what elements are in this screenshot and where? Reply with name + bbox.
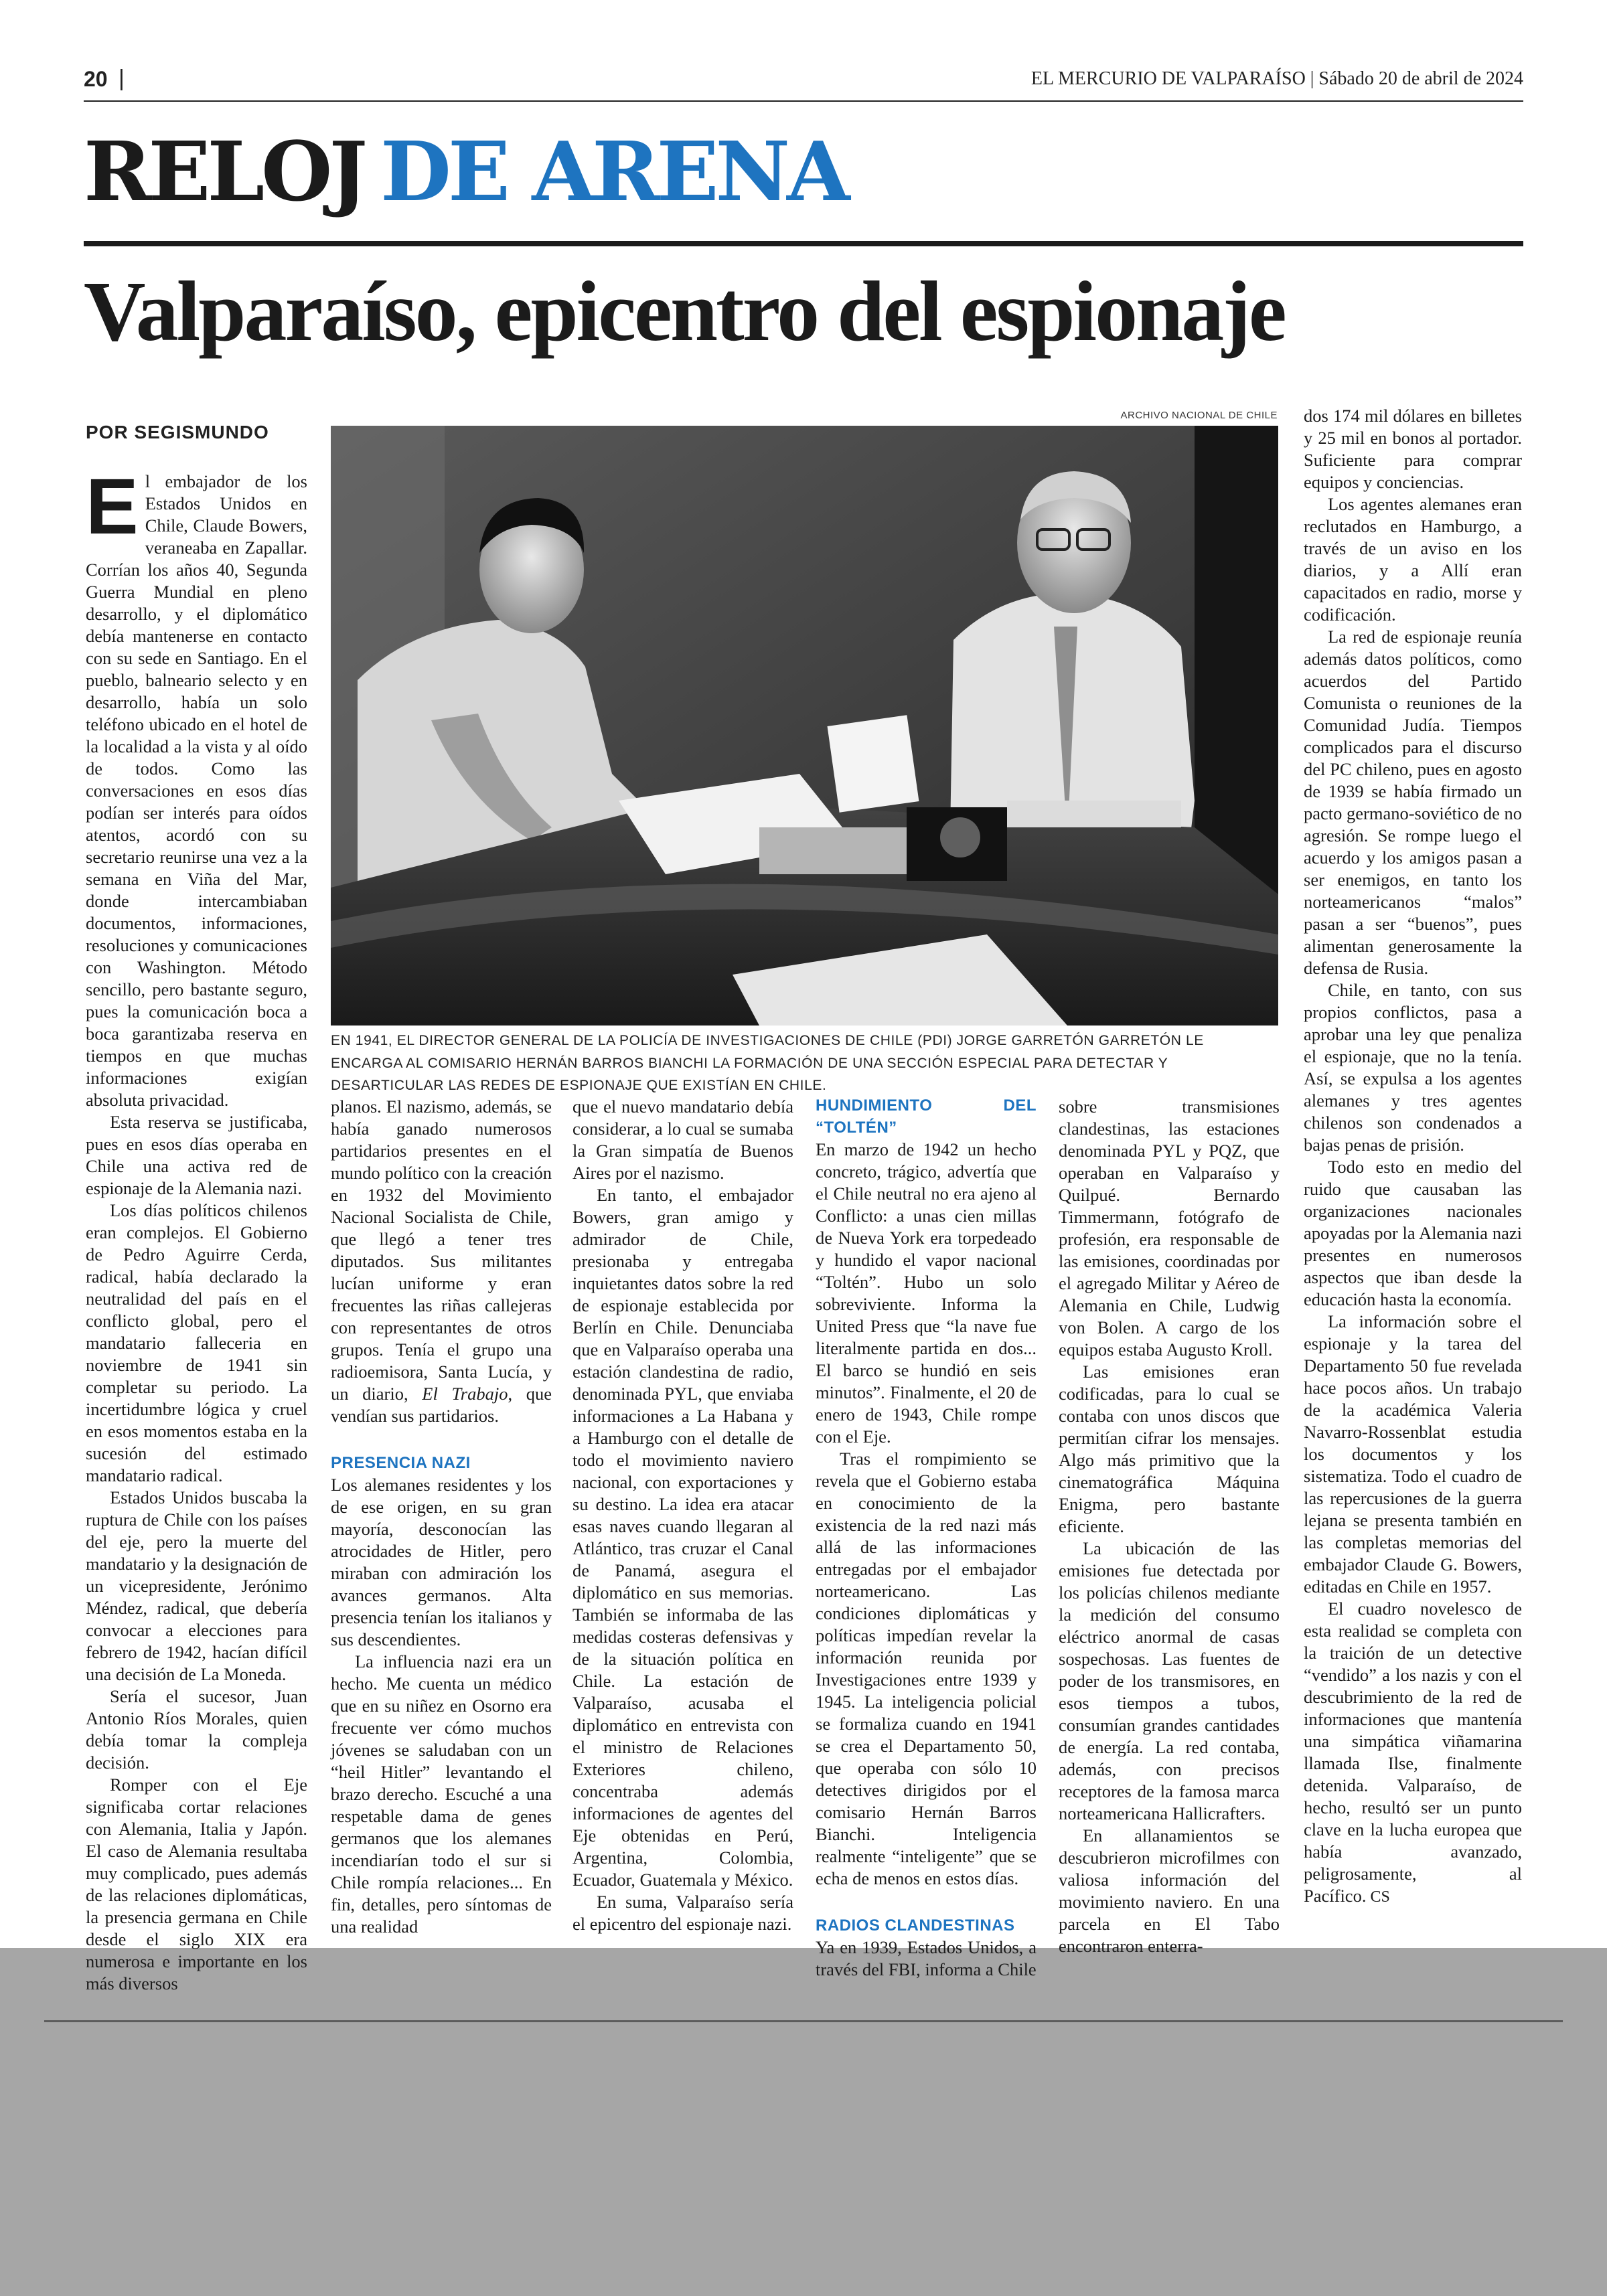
article-paragraph bbox=[86, 463, 307, 1111]
photo-credit: ARCHIVO NACIONAL DE CHILE bbox=[1120, 410, 1278, 421]
byline: POR SEGISMUNDO bbox=[86, 422, 269, 442]
subheading-presencia-nazi: PRESENCIA NAZI bbox=[331, 1454, 471, 1472]
page-number-separator: | bbox=[119, 66, 125, 91]
article-paragraph: Sería el sucesor, Juan Antonio Ríos Morales, quien debía tomar la compleja decisión. bbox=[86, 1686, 307, 1773]
article-column-6 bbox=[1304, 405, 1522, 1908]
end-mark: CS bbox=[1370, 1888, 1390, 1906]
article-paragraph: que el nuevo mandatario debía considerar, a lo cual se sumaba la Gran simpatía de Buenos Aires por el nazismo. bbox=[572, 1096, 793, 1183]
paragraph-text: El cuadro novelesco de esta realidad se completa con la traición de un detective “vendido” a los nazis y con el descubrimiento de la red de informaciones que mantenía una simpática viñamarina llamada Ilse, finalmente detenida. Valparaíso, de hecho, resultó ser un punto clave en la lucha europea que había avanzado, peligrosamente, al Pacífico. bbox=[1304, 1598, 1522, 1906]
article-paragraph: Romper con el Eje significaba cortar relaciones con Alemania, Italia y Japón. El caso de Alemania resultaba muy complicado, pues además de las relaciones diplomáticas, la presencia germana en Chile desde el siglo XIX era numerosa e importante en los más diversos bbox=[86, 1775, 307, 1993]
newspaper-name: El Trabajo bbox=[422, 1384, 508, 1404]
article-paragraph: sobre transmisiones clandestinas, las estaciones denominada PYL y PQZ, que operaban en Valparaíso y Quilpué. Bernardo Timmermann, fotógrafo de profesión, era responsable de las emisiones, coordinadas por el agregado Militar y Aéreo de Alemania en Chile, Ludwig von Bolen. A cargo de los equipos estaba Augusto Kroll. bbox=[1059, 1096, 1280, 1360]
page-header bbox=[84, 67, 1523, 102]
section-title-part1: RELOJ bbox=[84, 123, 365, 220]
article-paragraph bbox=[331, 1096, 552, 1427]
article-paragraph: Los agentes alemanes eran reclutados en Hamburgo, a través de un aviso en los diarios, y a Allí eran capacitados en radio, morse y codificación. bbox=[1304, 494, 1522, 625]
article-column-5 bbox=[1059, 1096, 1280, 1957]
subheading-hundimiento-tolten: HUNDIMIENTO DEL “TOLTÉN” bbox=[816, 1096, 1037, 1137]
archive-photo bbox=[331, 426, 1278, 1026]
article-paragraph: La influencia nazi era un hecho. Me cuenta un médico que en su niñez en Osorno era frecuente ver cómo muchos jóvenes se saludaban con un “heil Hitler” levantando el brazo derecho. Escuché a una respetable dama de genes germanos que los alemanes incendiarían todo el sur si Chile rompía relaciones... En fin, detalles, pero síntomas de una realidad bbox=[331, 1651, 552, 1937]
article-column-2 bbox=[331, 1096, 552, 1938]
newspaper-info: EL MERCURIO DE VALPARAÍSO | Sábado 20 de abril de 2024 bbox=[1030, 68, 1523, 89]
article-column-3 bbox=[572, 1096, 793, 1935]
article-column-1 bbox=[86, 463, 307, 1995]
article-paragraph: Ya en 1939, Estados Unidos, a través del FBI, informa a Chile bbox=[816, 1937, 1037, 1979]
photo-illustration bbox=[331, 426, 1278, 1026]
paragraph-text: l embajador de los Estados Unidos en Chile, Claude Bowers, veraneaba en Zapallar. Corrían los años 40, Segunda Guerra Mundial en pleno desarrollo, y el diplomático debía mantenerse en contacto con su sede en Santiago. En el pueblo, balneario selecto y en desarrollo, había un solo teléfono ubicado en el hotel de la localidad a la vista y al oído de todos. Como las conversaciones en esos días podían ser interés para oídos atentos, acordó con su secretario reunirse una vez a la semana en Viña del Mar, donde intercambiaban documentos, informaciones, resoluciones y comunicaciones con Washington. Método sencillo, pero bastante seguro, pues la comunicación boca a boca garantizaba reserva en tiempos en que muchas informaciones exigían absoluta privacidad. bbox=[86, 471, 307, 1110]
article-paragraph: Estados Unidos buscaba la ruptura de Chile con los países del eje, pero la muerte del mandatario y la designación de un vicepresidente, Jerónimo Méndez, radical, que debería convocar a elecciones para febrero de 1942, hacían difícil una decisión de La Moneda. bbox=[86, 1487, 307, 1684]
drop-cap: E bbox=[86, 463, 139, 551]
article-paragraph: En marzo de 1942 un hecho concreto, trágico, advertía que el Chile neutral no era ajeno al Conflicto: a unas cien millas de Nueva York era torpedeado y hundido el vapor nacional “Toltén”. Hubo un solo sobreviviente. Informa la United Press que “la nave fue literalmente partida en dos... El barco se hundió en seis minutos”. Finalmente, el 20 de enero de 1943, Chile rompe con el Eje. bbox=[816, 1139, 1037, 1447]
article-paragraph: En suma, Valparaíso sería el epicentro del espionaje nazi. bbox=[572, 1892, 793, 1934]
article-paragraph: Los días políticos chilenos eran complejos. El Gobierno de Pedro Aguirre Cerda, radical, había declarado la neutralidad del país en el conflicto global, pero el mandatario falleceria en noviembre de 1941 sin completar su periodo. La incertidumbre lógica y cruel en esos momentos estaba en la sucesión del estimado mandatario radical. bbox=[86, 1200, 307, 1485]
article-paragraph: Los alemanes residentes y los de ese origen, en su gran mayoría, desconocían las atrocidades de Hitler, pero miraban con admiración los avances germanos. Alta presencia tenían los italianos y sus descendientes. bbox=[331, 1475, 552, 1649]
photo-caption: EN 1941, EL DIRECTOR GENERAL DE LA POLICÍA DE INVESTIGACIONES DE CHILE (PDI) JORGE GARRETÓN GARRETÓN LE ENCARGA AL COMISARIO HERNÁN BARROS BIANCHI LA FORMACIÓN DE UNA SECCIÓN ESPECIAL PARA DETECTAR Y DESARTICULAR LAS REDES DE ESPIONAJE QUE EXISTÍAN EN CHILE. bbox=[331, 1033, 1204, 1094]
bottom-divider bbox=[44, 2020, 1563, 2022]
section-rule bbox=[84, 241, 1523, 246]
section-title-part2: DE ARENA bbox=[380, 123, 847, 220]
paragraph-text: planos. El nazismo, además, se había ganado numerosos partidarios presentes en el mundo político con la creación en 1932 del Movimiento Nacional Socialista de Chile, que llegó a tener tres diputados. Sus militantes lucían uniforme y eran frecuentes las riñas callejeras con representantes de otros grupos. Tenía el grupo una radioemisora, Santa Lucía, y un diario, bbox=[331, 1096, 552, 1404]
article-paragraph: La información sobre el espionaje y la tarea del Departamento 50 fue revelada hace pocos años. Un trabajo de la académica Valeria Navarro-Rossenblat estudia los documentos y los sistematiza. Todo el cuadro de las repercusiones de la guerra lejana se presenta también en las completas memorias del embajador Claude G. Bowers, editadas en Chile en 1957. bbox=[1304, 1311, 1522, 1596]
article-paragraph: La ubicación de las emisiones fue detectada por los policías chilenos mediante la medición del consumo eléctrico anormal de casas sospechosas. Las fuentes de poder de los transmisores, en esos tiempos a tubos, consumían grandes cantidades de energía. La red contaba, además, con precisos receptores de la famosa marca norteamericana Hallicrafters. bbox=[1059, 1538, 1280, 1823]
article-paragraph bbox=[1304, 1598, 1522, 1908]
page-number: 20 bbox=[84, 67, 108, 91]
article-paragraph: En tanto, el embajador Bowers, gran amigo y admirador de Chile, presionaba y entregaba inquietantes datos sobre la red de espionaje establecida por Berlín en Chile. Denunciaba que en Valparaíso operaba una estación clandestina de radio, denominada PYL, que enviaba informaciones a La Habana y a Hamburgo con el detalle de todo el movimiento naviero nacional, con exportaciones y su destino. La idea era atacar esas naves cuando llegaran al Atlántico, tras cruzar el Canal de Panamá, asegura el diplomático en sus memorias. También se informaba de las medidas costeras defensivas y de la situación política en Chile. La estación de Valparaíso, acusaba el diplomático en entrevista con el ministro de Relaciones Exteriores chileno, concentraba además informaciones de agentes del Eje obtenidas en Perú, Argentina, Colombia, Ecuador, Guatemala y México. bbox=[572, 1185, 793, 1890]
article-paragraph: Las emisiones eran codificadas, para lo cual se contaba con unos discos que permitían cifrar los mensajes. Algo más primitivo que la cinematográfica Máquina Enigma, pero bastante eficiente. bbox=[1059, 1362, 1280, 1536]
article-paragraph: En allanamientos se descubrieron microfilmes con valiosa información del movimiento naviero. En una parcela en El Tabo encontraron enterra- bbox=[1059, 1825, 1280, 1956]
article-paragraph: La red de espionaje reunía además datos políticos, como acuerdos del Partido Comunista o reuniones de la Comunidad Judía. Tiempos complicados para el discurso del PC chileno, pues en agosto de 1939 se había firmado un pacto germano-soviético de no agresión. Se rompe luego el acuerdo y los amigos pasan a ser enemigos, en tanto los norteamericanos “malos” pasan a ser “buenos”, pues alimentan generosamente la defensa de Rusia. bbox=[1304, 627, 1522, 978]
article-paragraph: dos 174 mil dólares en billetes y 25 mil en bonos al portador. Suficiente para comprar equipos y conciencias. bbox=[1304, 406, 1522, 492]
section-title bbox=[84, 123, 847, 220]
article-paragraph: Chile, en tanto, con sus propios conflictos, pasa a aprobar una ley que penaliza el espionaje, que no la tenía. Así, se expulsa a los agentes alemanes y tres agentes chilenos son condenados a bajas penas de prisión. bbox=[1304, 980, 1522, 1155]
headline: Valparaíso, epicentro del espionaje bbox=[84, 264, 1285, 359]
article-column-4 bbox=[816, 1096, 1037, 1981]
paragraph-text: , que vendían sus partidarios. bbox=[331, 1384, 552, 1426]
article-paragraph: Todo esto en medio del ruido que causaban las organizaciones nacionales apoyadas por la Alemania nazi presentes en numerosos aspectos que iban desde la educación hasta la economía. bbox=[1304, 1157, 1522, 1309]
article-paragraph: Esta reserva se justificaba, pues en esos días operaba en Chile una activa red de espionaje de la Alemania nazi. bbox=[86, 1112, 307, 1198]
article-paragraph: Tras el rompimiento se revela que el Gobierno estaba en conocimiento de la existencia de la red nazi más allá de las informaciones entregadas por el embajador norteamericano. Las condiciones diplomáticas y políticas impedían revelar la información reunida por Investigaciones entre 1939 y 1945. La inteligencia policial se formaliza cuando en 1941 se crea el Departamento 50, que operaba con sólo 10 detectives dirigidos por el comisario Hernán Barros Bianchi. Inteligencia realmente “inteligente” que se echa de menos en estos días. bbox=[816, 1449, 1037, 1888]
subheading-radios-clandestinas: RADIOS CLANDESTINAS bbox=[816, 1916, 1015, 1935]
